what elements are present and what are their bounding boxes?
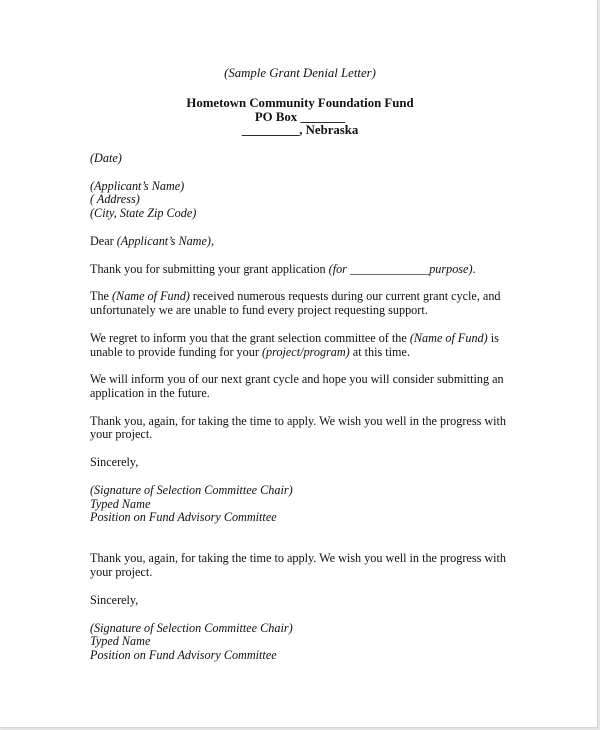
repeat-typed-name-placeholder: Typed Name — [90, 634, 151, 648]
city-state-zip-placeholder: (City, State Zip Code) — [90, 206, 197, 220]
position-placeholder: Position on Fund Advisory Committee — [90, 510, 277, 524]
date-placeholder: (Date) — [90, 151, 122, 165]
repeat-position-placeholder: Position on Fund Advisory Committee — [90, 648, 277, 662]
address-placeholder: ( Address) — [90, 192, 140, 206]
po-box: PO Box _______ — [254, 110, 346, 124]
paragraph-1: Thank you for submitting your grant application (for _____________purpose). — [90, 262, 476, 276]
repeat-paragraph-line-2: your project. — [90, 565, 153, 579]
repeat-closing: Sincerely, — [90, 593, 139, 607]
applicant-name-placeholder: (Applicant’s Name) — [90, 179, 185, 193]
paragraph-4-line-2: application in the future. — [90, 386, 210, 400]
paragraph-2-line-1: The (Name of Fund) received numerous requests during our current grant cycle, and — [90, 289, 501, 303]
repeat-signature-placeholder: (Signature of Selection Committee Chair) — [90, 621, 293, 635]
paragraph-3-line-2: unable to provide funding for your (project/program) at this time. — [90, 345, 410, 359]
signature-placeholder: (Signature of Selection Committee Chair) — [90, 483, 293, 497]
paragraph-4-line-1: We will inform you of our next grant cycle and hope you will consider submitting an — [90, 372, 504, 386]
typed-name-placeholder: Typed Name — [90, 497, 151, 511]
sample-label: (Sample Grant Denial Letter) — [224, 66, 376, 80]
repeat-paragraph-line-1: Thank you, again, for taking the time to apply. We wish you well in the progress with — [90, 551, 507, 565]
paragraph-2-line-2: unfortunately we are unable to fund every project requesting support. — [90, 303, 428, 317]
city-state: _________, Nebraska — [241, 123, 359, 137]
paragraph-3-line-1: We regret to inform you that the grant selection committee of the (Name of Fund) is — [90, 331, 499, 345]
closing: Sincerely, — [90, 455, 139, 469]
paragraph-5-line-2: your project. — [90, 427, 153, 441]
organization-name: Hometown Community Foundation Fund — [186, 96, 414, 110]
salutation: Dear (Applicant’s Name), — [90, 234, 214, 248]
paragraph-5-line-1: Thank you, again, for taking the time to apply. We wish you well in the progress with — [90, 414, 507, 428]
